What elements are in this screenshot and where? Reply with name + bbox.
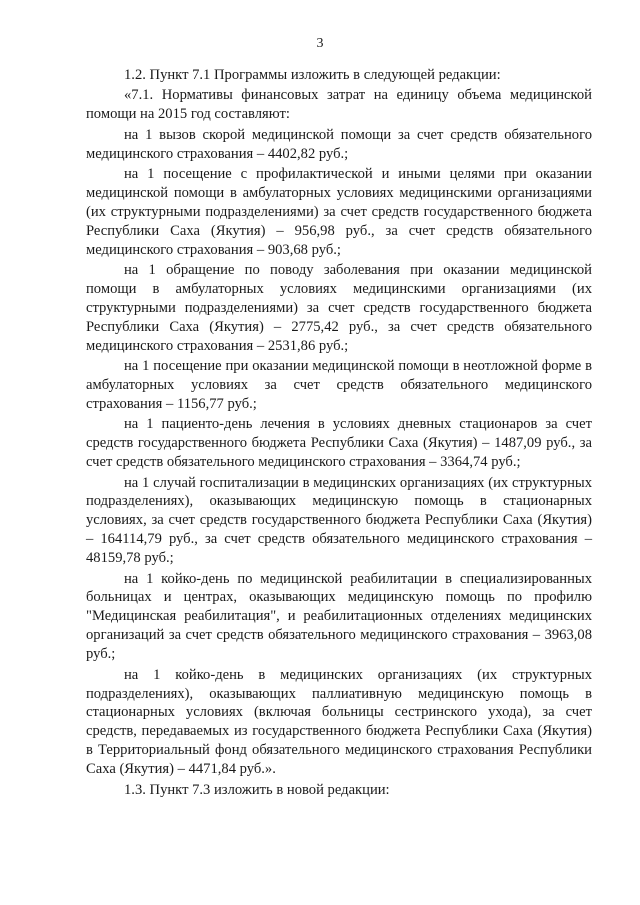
paragraph-palliative: на 1 койко-день в медицинских организациях (их структурных подразделениях), оказывающих паллиативную медицинскую помощь в стационарных условиях (включая больницы сестринского ухода), за счет средств, передаваемых из государственного бюджета Республики Саха (Якутия) в Территориальный фонд обязательного медицинского страхования Республики Саха (Якутия) – 4471,84 руб.».	[86, 666, 592, 778]
paragraph-day-hospital: на 1 пациенто-день лечения в условиях дневных стационаров за счет средств государственного бюджета Республики Саха (Якутия) – 1487,09 руб., за счет средств обязательного медицинского страхования – 3364,74 руб.;	[86, 416, 592, 471]
document-body	[86, 66, 592, 801]
paragraph-preventive-visit: на 1 посещение с профилактической и иными целями при оказании медицинской помощи в амбулаторных условиях медицинскими организациями (их структурными подразделениями) за счет средств государственного бюджета Республики Саха (Якутия) – 956,98 руб., за счет средств обязательного медицинского страхования – 903,68 руб.;	[86, 166, 592, 258]
paragraph-7-1-intro: «7.1. Нормативы финансовых затрат на единицу объема медицинской помощи на 2015 год составляют:	[86, 87, 592, 123]
paragraph-ambulance-call: на 1 вызов скорой медицинской помощи за счет средств обязательного медицинского страхования – 4402,82 руб.;	[86, 126, 592, 162]
page-number: 3	[316, 36, 324, 51]
paragraph-disease-appeal: на 1 обращение по поводу заболевания при оказании медицинской помощи в амбулаторных условиях медицинскими организациями (их структурными подразделениями) за счет средств государственного бюджета Республики Саха (Якутия) – 2775,42 руб., за счет средств обязательного медицинского страхования – 2531,86 руб.;	[86, 262, 592, 354]
paragraph-1-3: 1.3. Пункт 7.3 изложить в новой редакции:	[124, 781, 390, 798]
paragraph-1-2: 1.2. Пункт 7.1 Программы изложить в следующей редакции:	[124, 67, 501, 83]
paragraph-hospitalization: на 1 случай госпитализации в медицинских организациях (их структурных подразделениях), оказывающих медицинскую помощь в стационарных условиях, за счет средств государственного бюджета Республики Саха (Якутия) – 164114,79 руб., за счет средств обязательного медицинского страхования – 48159,78 руб.;	[86, 474, 592, 567]
paragraph-rehabilitation: на 1 койко-день по медицинской реабилитации в специализированных больницах и центрах, оказывающих медицинскую помощь по профилю "Медицинская реабилитация", и реабилитационных отделениях медицинских организаций за счет средств обязательного медицинского страхования – 3963,08 руб.;	[86, 570, 592, 663]
paragraph-urgent-visit: на 1 посещение при оказании медицинской помощи в неотложной форме в амбулаторных условиях за счет средств обязательного медицинского страхования – 1156,77 руб.;	[86, 358, 592, 412]
